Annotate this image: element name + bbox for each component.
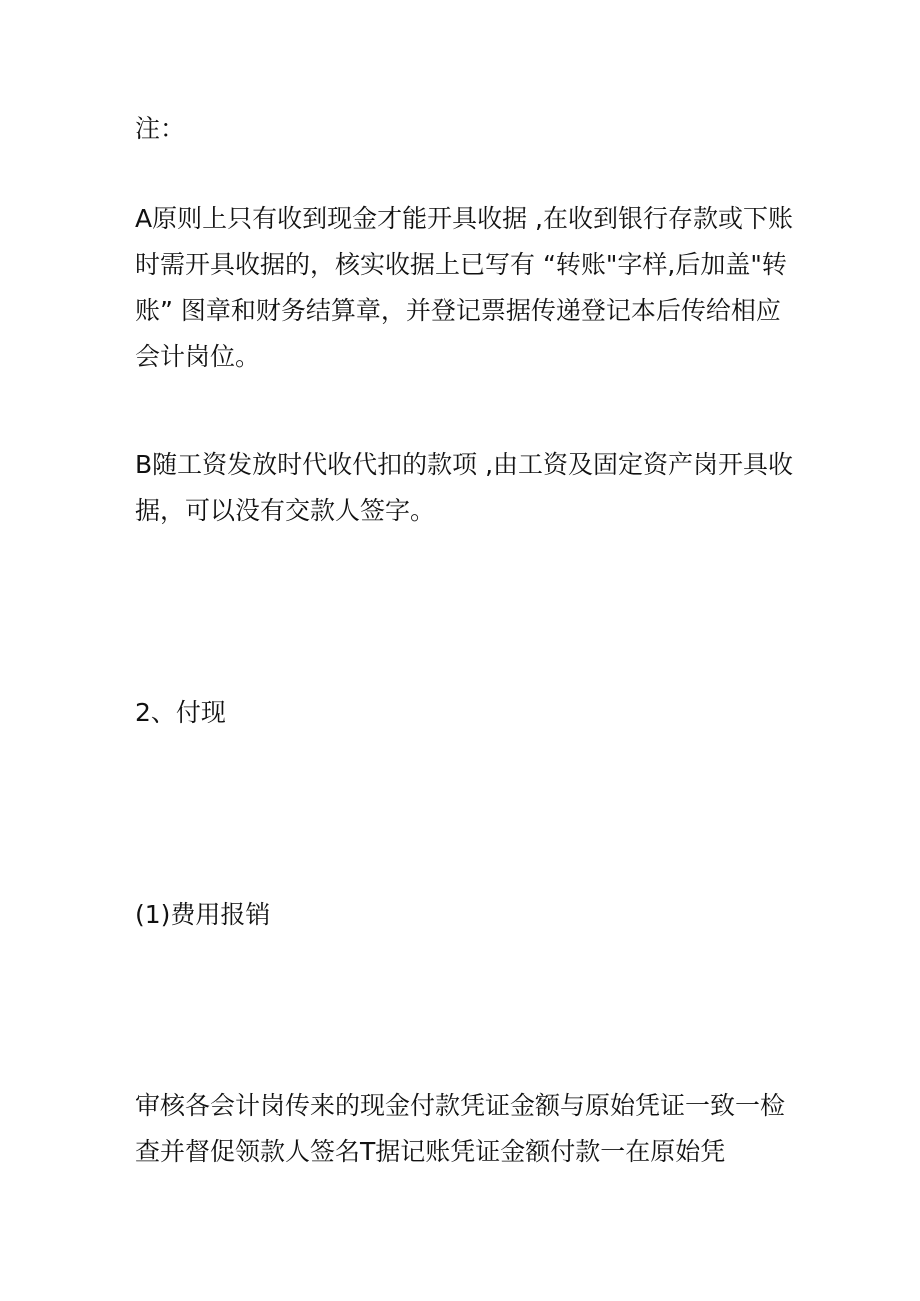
paragraph-line: A原则上只有收到现金才能开具收据 ,在收到银行存款或下账 [135, 204, 793, 233]
paragraph-line: 会计岗位。 [135, 342, 261, 371]
subsection-heading-expense: (1)费用报销 [135, 900, 271, 929]
note-heading: 注： [135, 114, 186, 143]
paragraph-line: 据，可以没有交款人签字。 [135, 496, 436, 525]
paragraph-line: 审核各会计岗传来的现金付款凭证金额与原始凭证一致一检 [135, 1091, 786, 1120]
paragraph-line: 账” 图章和财务结算章，并登记票据传递登记本后传给相应 [135, 296, 781, 325]
paragraph-line: 时需开具收据的，核实收据上已写有 “转账"字样,后加盖"转 [135, 250, 787, 279]
paragraph-line: 查并督促领款人签名T据记账凭证金额付款一在原始凭 [135, 1137, 726, 1166]
paragraph-a [135, 196, 795, 380]
paragraph-line: B随工资发放时代收代扣的款项 ,由工资及固定资产岗开具收 [135, 450, 794, 479]
paragraph-b [135, 442, 795, 534]
section-heading-payment: 2、付现 [135, 698, 226, 727]
paragraph-c [135, 1083, 795, 1175]
